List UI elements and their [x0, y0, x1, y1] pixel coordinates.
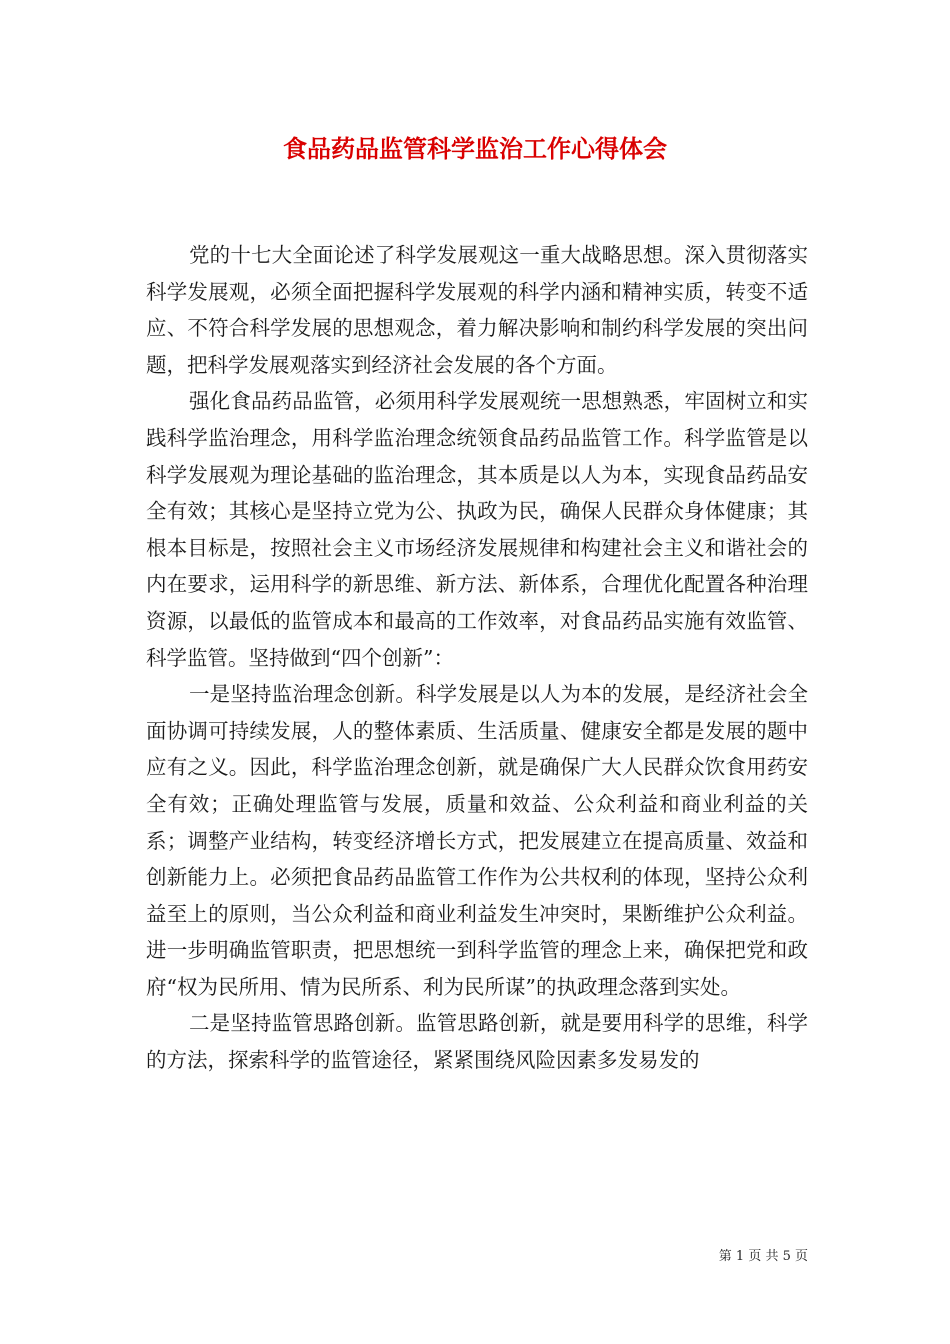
paragraph-2: 强化食品药品监管，必须用科学发展观统一思想熟悉，牢固树立和实践科学监治理念，用科学监治理念统领食品药品监管工作。科学监管是以科学发展观为理论基础的监治理念，其本质是以人为本，实现食品药品安全有效；其核心是坚持立党为公、执政为民，确保人民群众身体健康；其根本目标是，按照社会主义市场经济发展规律和构建社会主义和谐社会的内在要求，运用科学的新思维、新方法、新体系，合理优化配置各种治理资源，以最低的监管成本和最高的工作效率，对食品药品实施有效监管、科学监管。坚持做到“四个创新”：	[146, 389, 808, 670]
document-title: 食品药品监管科学监治工作心得体会	[283, 134, 667, 163]
paragraph-4: 二是坚持监管思路创新。监管思路创新，就是要用科学的思维，科学的方法，探索科学的监管途径，紧紧围绕风险因素多发易发的	[146, 1011, 808, 1073]
page-number-footer: 第 1 页 共 5 页	[718, 1249, 808, 1264]
paragraph-1: 党的十七大全面论述了科学发展观这一重大战略思想。深入贯彻落实科学发展观，必须全面把握科学发展观的科学内涵和精神实质，转变不适应、不符合科学发展的思想观念，着力解决影响和制约科学发展的突出问题，把科学发展观落实到经济社会发展的各个方面。	[146, 243, 808, 377]
document-body	[146, 237, 808, 1079]
paragraph-3: 一是坚持监治理念创新。科学发展是以人为本的发展，是经济社会全面协调可持续发展，人的整体素质、生活质量、健康安全都是发展的题中应有之义。因此，科学监治理念创新，就是确保广大人民群众饮食用药安全有效；正确处理监管与发展，质量和效益、公众利益和商业利益的关系；调整产业结构，转变经济增长方式，把发展建立在提高质量、效益和创新能力上。必须把食品药品监管工作作为公共权利的体现，坚持公众利益至上的原则，当公众利益和商业利益发生冲突时，果断维护公众利益。进一步明确监管职责，把思想统一到科学监管的理念上来，确保把党和政府“权为民所用、情为民所系、利为民所谋”的执政理念落到实处。	[146, 682, 808, 999]
